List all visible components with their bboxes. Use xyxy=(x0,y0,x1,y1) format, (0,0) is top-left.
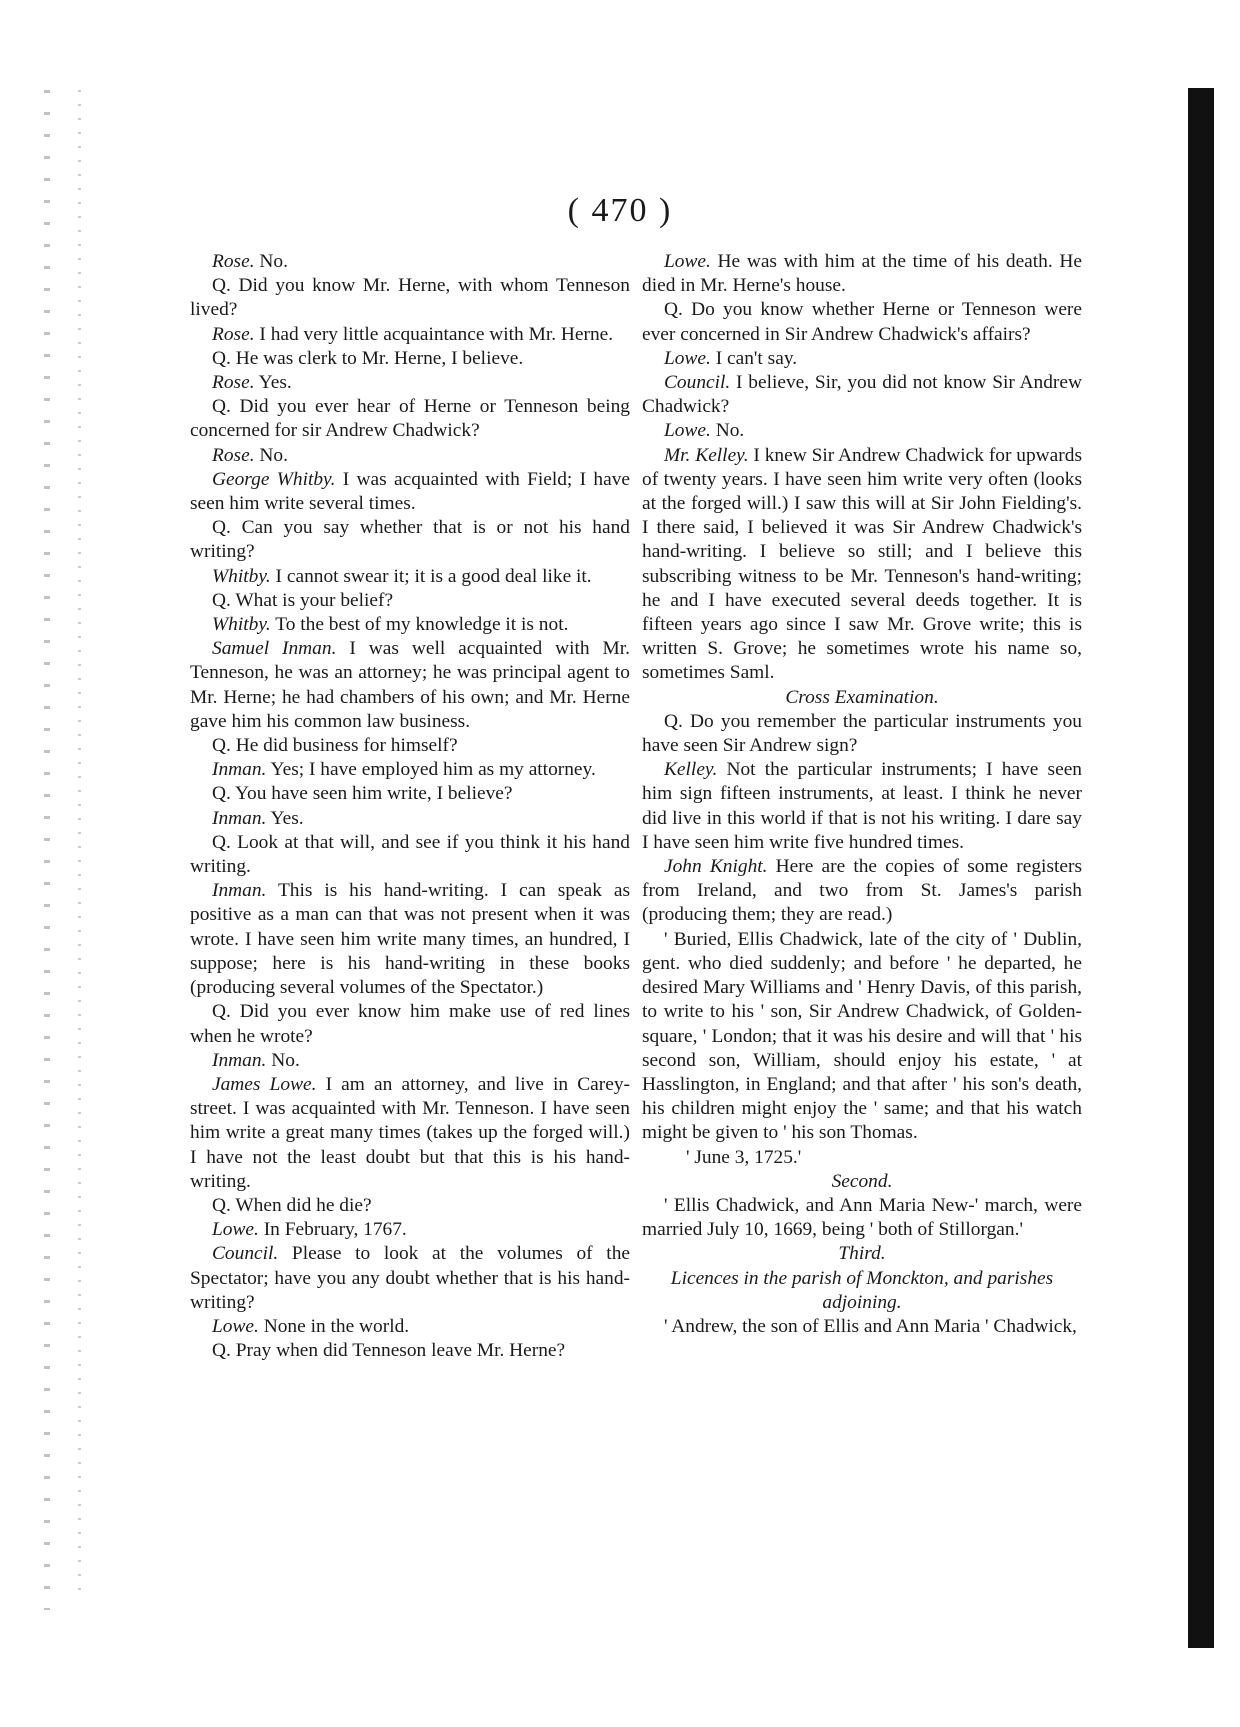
speaker-name: Mr. Kelley. xyxy=(664,444,749,466)
speaker-name: Rose. xyxy=(212,323,255,345)
right-column xyxy=(642,250,1082,1339)
testimony-paragraph xyxy=(190,371,630,395)
speaker-name: James Lowe. xyxy=(212,1073,317,1095)
paragraph-text: ' Ellis Chadwick, and Ann Maria New-' march, were married July 10, 1669, being ' both of Stillorgan.' xyxy=(642,1194,1082,1241)
speaker-name: Kelley. xyxy=(664,759,718,781)
paragraph-text: This is his hand-writing. I can speak as positive as a man can that was not present when it was wrote. I have seen him write many times, an hundred, I suppose; here is his hand-writing in these books (producing several volumes of the Spectator.) xyxy=(190,880,630,999)
testimony-paragraph xyxy=(642,758,1082,855)
speaker-name: Rose. xyxy=(212,251,255,272)
testimony-paragraph xyxy=(190,1218,630,1242)
paragraph-text: I can't say. xyxy=(710,347,798,369)
testimony-paragraph xyxy=(190,250,630,274)
testimony-paragraph xyxy=(190,395,630,443)
testimony-paragraph xyxy=(190,565,630,589)
paragraph-text: ' Buried, Ellis Chadwick, late of the city of ' Dublin, gent. who died suddenly; and before ' he departed, he desired Mary Williams and ' Henry Davis, of this parish, to write to his ' son, Sir Andrew Chadwick, of Golden-square, ' London; that it was his desire and will that ' his second son, William, should enjoy his estate, ' at Hasslington, in England; and that after ' his son's death, his children might enjoy the ' same; and that his watch might be given to ' his son Thomas. xyxy=(642,928,1082,1144)
testimony-paragraph xyxy=(642,250,1082,298)
paragraph-text: Q. Can you say whether that is or not his hand writing? xyxy=(190,517,630,563)
scan-edge-marks xyxy=(44,90,50,1610)
paragraph-text: No. xyxy=(266,1049,300,1071)
paragraph-text: Q. Do you remember the particular instruments you have seen Sir Andrew sign? xyxy=(642,710,1082,757)
paragraph-text: Q. You have seen him write, I believe? xyxy=(212,783,513,805)
speaker-name: Lowe. xyxy=(664,347,711,369)
testimony-paragraph xyxy=(190,1073,630,1194)
paragraph-text: ' Andrew, the son of Ellis and Ann Maria ' Chadwick, xyxy=(664,1315,1077,1337)
speaker-name: Council. xyxy=(664,372,731,394)
section-heading: Licences in the parish of Monckton, and parishes adjoining. xyxy=(670,1267,1054,1313)
paragraph-text: Q. Did you ever hear of Herne or Tenneson being concerned for sir Andrew Chadwick? xyxy=(190,396,630,442)
testimony-paragraph xyxy=(642,710,1082,758)
speaker-name: Lowe. xyxy=(212,1219,259,1241)
speaker-name: John Knight. xyxy=(664,856,768,878)
paragraph-text: I was acquainted with Field; I have seen him write several times. xyxy=(190,468,631,515)
testimony-paragraph xyxy=(642,1194,1082,1242)
paragraph-text: No. xyxy=(254,444,288,466)
scan-edge-bar xyxy=(1188,88,1214,1648)
paragraph-text: Yes. xyxy=(254,372,292,394)
speaker-name: Samuel Inman. xyxy=(212,638,337,660)
scan-edge-marks xyxy=(78,90,81,1590)
testimony-paragraph xyxy=(190,1049,630,1073)
speaker-name: Lowe. xyxy=(212,1315,259,1337)
paragraph-text: Q. Pray when did Tenneson leave Mr. Herne? xyxy=(212,1340,566,1362)
paragraph-text: I had very little acquaintance with Mr. Herne. xyxy=(254,323,614,345)
paragraph-text: No. xyxy=(710,420,745,442)
testimony-paragraph xyxy=(642,298,1082,346)
testimony-paragraph xyxy=(190,637,630,734)
testimony-paragraph xyxy=(642,928,1082,1146)
speaker-name: Inman. xyxy=(212,880,267,902)
testimony-paragraph xyxy=(642,1146,1082,1170)
speaker-name: Rose. xyxy=(212,444,255,466)
speaker-name: Inman. xyxy=(212,759,267,781)
paragraph-text: ' June 3, 1725.' xyxy=(686,1146,802,1168)
testimony-paragraph xyxy=(642,1315,1082,1339)
paragraph-text: Not the particular instruments; I have seen him sign fifteen instruments, at least. I think he never did live in this world if that is not his writing. I dare say I have seen him write five hundred times. xyxy=(642,759,1082,853)
speaker-name: Inman. xyxy=(212,807,267,829)
paragraph-text: Please to look at the volumes of the Spectator; have you any doubt whether that is his hand-writing? xyxy=(190,1243,630,1313)
paragraph-text: None in the world. xyxy=(258,1315,410,1337)
testimony-paragraph xyxy=(190,1194,630,1218)
paragraph-text: Q. Did you know Mr. Herne, with whom Tenneson lived? xyxy=(190,275,630,321)
speaker-name: Lowe. xyxy=(664,420,711,442)
speaker-name: Inman. xyxy=(212,1049,267,1071)
testimony-paragraph xyxy=(190,468,630,516)
paragraph-text: Q. Did you ever know him make use of red lines when he wrote? xyxy=(190,1001,630,1047)
testimony-paragraph xyxy=(190,1339,630,1363)
testimony-paragraph xyxy=(190,1315,630,1339)
testimony-paragraph xyxy=(190,516,630,564)
paragraph-text: In February, 1767. xyxy=(258,1219,407,1241)
paragraph-text: I was well acquainted with Mr. Tenneson, he was an attorney; he was principal agent to Mr. Herne; he had chambers of his own; and Mr. Herne gave him his common law business. xyxy=(190,638,630,732)
paragraph-text: Q. He did business for himself? xyxy=(212,735,458,757)
paragraph-text: Q. What is your belief? xyxy=(212,589,394,611)
speaker-name: Whitby. xyxy=(212,565,271,587)
paragraph-text: Yes; I have employed him as my attorney. xyxy=(266,759,596,781)
paragraph-text: Q. Look at that will, and see if you think it his hand writing. xyxy=(190,831,630,878)
testimony-paragraph xyxy=(190,589,630,613)
testimony-paragraph xyxy=(190,347,630,371)
testimony-paragraph xyxy=(190,613,630,637)
section-heading: Third. xyxy=(838,1243,886,1265)
paragraph-text: No. xyxy=(254,251,288,272)
speaker-name: Council. xyxy=(212,1243,279,1265)
speaker-name: George Whitby. xyxy=(212,468,336,490)
paragraph-text: I cannot swear it; it is a good deal like it. xyxy=(270,565,592,587)
testimony-paragraph xyxy=(642,419,1082,443)
testimony-paragraph xyxy=(190,444,630,468)
testimony-paragraph xyxy=(190,879,630,1000)
paragraph-text: Q. Do you know whether Herne or Tenneson were ever concerned in Sir Andrew Chadwick's affairs? xyxy=(642,299,1082,345)
page-number: ( 470 ) xyxy=(567,192,673,229)
paragraph-text: Yes. xyxy=(266,807,304,829)
paragraph-text: Q. He was clerk to Mr. Herne, I believe. xyxy=(212,347,524,369)
paragraph-text: I knew Sir Andrew Chadwick for upwards of twenty years. I have seen him write very often (looks at the forged will.) I saw this will at Sir John Fielding's. I there said, I believed it was Sir Andrew Chadwick's hand-writing. I believe so still; and I believe this subscribing witness to be Mr. Tenneson's hand-writing; he and I have executed several deeds together. It is fifteen years ago since I saw Mr. Grove write; this is written S. Grove; he sometimes wrote his name so, sometimes Saml. xyxy=(642,444,1082,684)
testimony-paragraph xyxy=(190,758,630,782)
paragraph-text: He was with him at the time of his death. He died in Mr. Herne's house. xyxy=(642,251,1082,297)
speaker-name: Lowe. xyxy=(664,251,711,272)
testimony-paragraph xyxy=(642,855,1082,928)
paragraph-text: I am an attorney, and live in Carey-street. I was acquainted with Mr. Tenneson. I have seen him write a great many times (takes up the forged will.) I have not the least doubt but that this is his hand-writing. xyxy=(190,1073,630,1192)
testimony-paragraph xyxy=(190,323,630,347)
speaker-name: Rose. xyxy=(212,372,255,394)
testimony-paragraph xyxy=(642,444,1082,686)
speaker-name: Whitby. xyxy=(212,614,271,636)
paragraph-text: To the best of my knowledge it is not. xyxy=(270,614,569,636)
testimony-paragraph xyxy=(642,371,1082,419)
section-heading: Cross Examination. xyxy=(785,686,939,708)
paragraph-text: Q. When did he die? xyxy=(212,1194,372,1216)
testimony-paragraph xyxy=(190,1242,630,1315)
section-heading: Second. xyxy=(831,1170,893,1192)
testimony-paragraph xyxy=(190,734,630,758)
testimony-paragraph xyxy=(190,1000,630,1048)
testimony-paragraph xyxy=(190,807,630,831)
left-column xyxy=(190,250,630,1363)
testimony-paragraph xyxy=(190,831,630,879)
testimony-paragraph xyxy=(190,782,630,806)
paragraph-text: I believe, Sir, you did not know Sir Andrew Chadwick? xyxy=(642,372,1082,418)
paragraph-text: Here are the copies of some registers from Ireland, and two from St. James's parish (producing them; they are read.) xyxy=(642,856,1082,926)
testimony-paragraph xyxy=(190,274,630,322)
testimony-paragraph xyxy=(642,347,1082,371)
